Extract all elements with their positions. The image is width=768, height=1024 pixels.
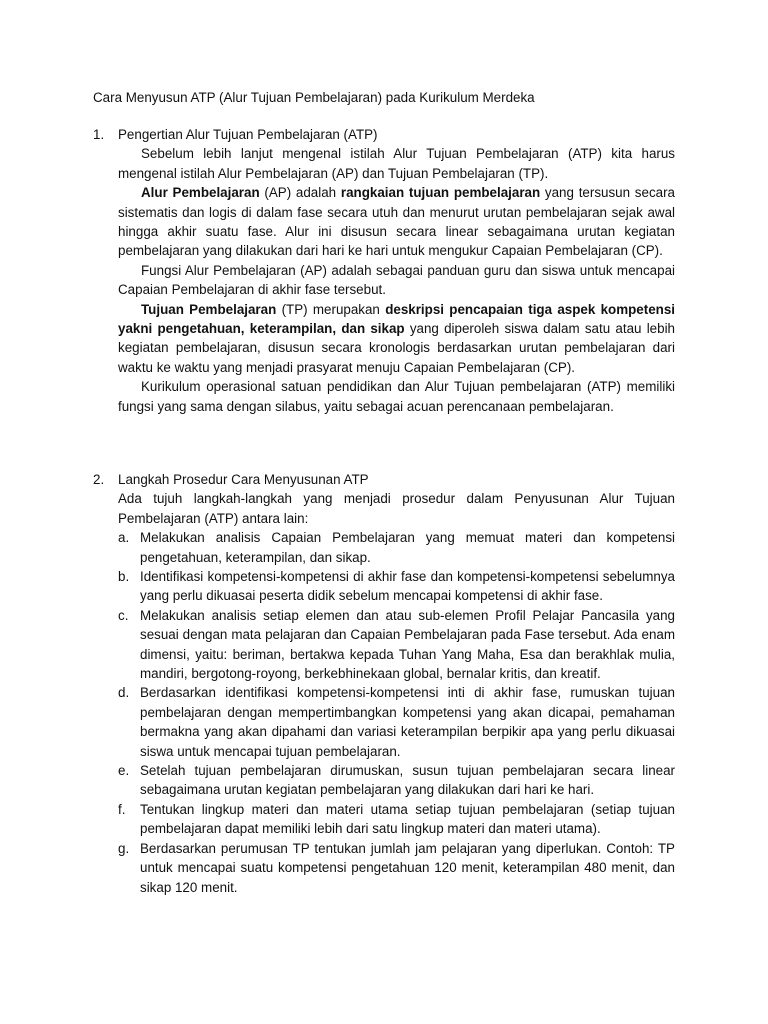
- list-item: [118, 839, 675, 897]
- item-text: Berdasarkan identifikasi kompetensi-kompetensi inti di akhir fase, rumuskan tujuan pembelajaran dengan mempertimbangkan kompetensi yang akan dicapai, pemahaman bermakna yang akan dipahami dan variasi keterampilan berpikir apa yang perlu dikuasai siswa untuk mencapai tujuan pembelajaran.: [140, 685, 675, 759]
- section-langkah: [93, 470, 675, 897]
- paragraph-alur-pembelajaran: [118, 183, 675, 261]
- section-pengertian: [93, 125, 675, 416]
- section-title: Langkah Prosedur Cara Menyusunan ATP: [118, 472, 369, 487]
- paragraph-kurikulum: Kurikulum operasional satuan pendidikan dan Alur Tujuan pembelajaran (ATP) memiliki fungsi yang sama dengan silabus, yaitu sebagai acuan perencanaan pembelajaran.: [118, 379, 675, 414]
- item-text: Melakukan analisis setiap elemen dan atau sub-elemen Profil Pelajar Pancasila yang sesuai dengan mata pelajaran dan Capaian Pembelajaran pada Fase tersebut. Ada enam dimensi, yaitu: beriman, bertakwa kepada Tuhan Yang Maha, Esa dan berakhlak mulia, mandiri, bergotong-royong, berkebhinekaan global, bernalar kritis, dan kreatif.: [140, 607, 675, 682]
- item-text: Identifikasi kompetensi-kompetensi di akhir fase dan kompetensi-kompetensi sebelumnya yang perlu dikuasai peserta didik sebelum mencapai kompetensi di akhir fase.: [140, 569, 675, 604]
- text-run: yang tersusun secara sistematis dan logis di dalam fase secara utuh dan menurut urutan pembelajaran sejak awal hingga akhir suatu fase. Alur ini disusun secara linear sebagaimana urutan kegiatan pembelajaran yang dilakukan dari hari ke hari untuk mengukur Capaian Pembelajaran (CP).: [118, 185, 676, 259]
- item-letter: g.: [118, 840, 130, 856]
- bold-term: deskripsi pencapaian tiga aspek kompetensi yakni pengetahuan, keterampilan, dan sikap: [118, 301, 676, 337]
- list-item: [118, 606, 675, 684]
- item-letter: f.: [118, 801, 126, 817]
- item-letter: e.: [118, 763, 130, 779]
- section-number: 2.: [93, 472, 105, 487]
- section-body: [118, 144, 675, 416]
- section-number: 1.: [93, 127, 105, 142]
- item-text: Tentukan lingkup materi dan materi utama setiap tujuan pembelajaran (setiap tujuan pembelajaran dapat memiliki lebih dari satu lingkup materi dan materi utama).: [140, 801, 675, 837]
- paragraph-tujuan-pembelajaran: [118, 300, 675, 378]
- paragraph-fungsi-ap: Fungsi Alur Pembelajaran (AP) adalah sebagai panduan guru dan siswa untuk mencapai Capaian Pembelajaran di akhir fase tersebut.: [118, 262, 675, 298]
- paragraph-intro: Sebelum lebih lanjut mengenal istilah Alur Tujuan Pembelajaran (ATP) kita harus mengenal istilah Alur Pembelajaran (AP) dan Tujuan Pembelajaran (TP).: [118, 146, 675, 181]
- item-text: Melakukan analisis Capaian Pembelajaran yang memuat materi dan kompetensi pengetahuan, keterampilan, dan sikap.: [140, 530, 675, 565]
- list-item: [118, 800, 675, 839]
- item-letter: a.: [118, 530, 130, 546]
- section-title: Pengertian Alur Tujuan Pembelajaran (ATP): [118, 127, 378, 142]
- item-letter: d.: [118, 685, 130, 701]
- list-item: [118, 761, 675, 800]
- bold-term: Alur Pembelajaran: [141, 185, 260, 201]
- item-letter: c.: [118, 607, 129, 623]
- bold-term: Tujuan Pembelajaran: [141, 301, 277, 317]
- document-title: Cara Menyusun ATP (Alur Tujuan Pembelajaran) pada Kurikulum Merdeka: [93, 90, 535, 105]
- section-heading: [93, 125, 675, 144]
- section-body: [118, 489, 675, 897]
- item-letter: b.: [118, 569, 130, 585]
- item-text: Setelah tujuan pembelajaran dirumuskan, susun tujuan pembelajaran secara linear sebagaimana urutan kegiatan pembelajaran yang dilakukan dari hari ke hari.: [140, 763, 675, 798]
- section-heading: [93, 470, 675, 489]
- steps-list: [118, 528, 675, 897]
- list-item: [118, 683, 675, 761]
- text-run: (TP) merupakan: [276, 301, 386, 317]
- bold-term: rangkaian tujuan pembelajaran: [340, 185, 541, 201]
- list-item: [118, 528, 675, 567]
- item-text: Berdasarkan perumusan TP tentukan jumlah jam pelajaran yang diperlukan. Contoh: TP untuk mencapai suatu kompetensi pengetahuan 120 menit, keterampilan 480 menit, dan sikap 120 menit.: [140, 840, 675, 895]
- text-run: yang diperoleh siswa dalam satu atau lebih kegiatan pembelajaran, disusun secara kronologis berdasarkan urutan pembelajaran dari waktu ke waktu yang menjadi prasyarat menuju Capaian Pembelajaran (CP).: [118, 321, 675, 375]
- text-run: (AP) adalah: [259, 185, 341, 201]
- paragraph-intro: Ada tujuh langkah-langkah yang menjadi prosedur dalam Penyusunan Alur Tujuan Pembelajaran (ATP) antara lain:: [118, 491, 675, 526]
- list-item: [118, 567, 675, 606]
